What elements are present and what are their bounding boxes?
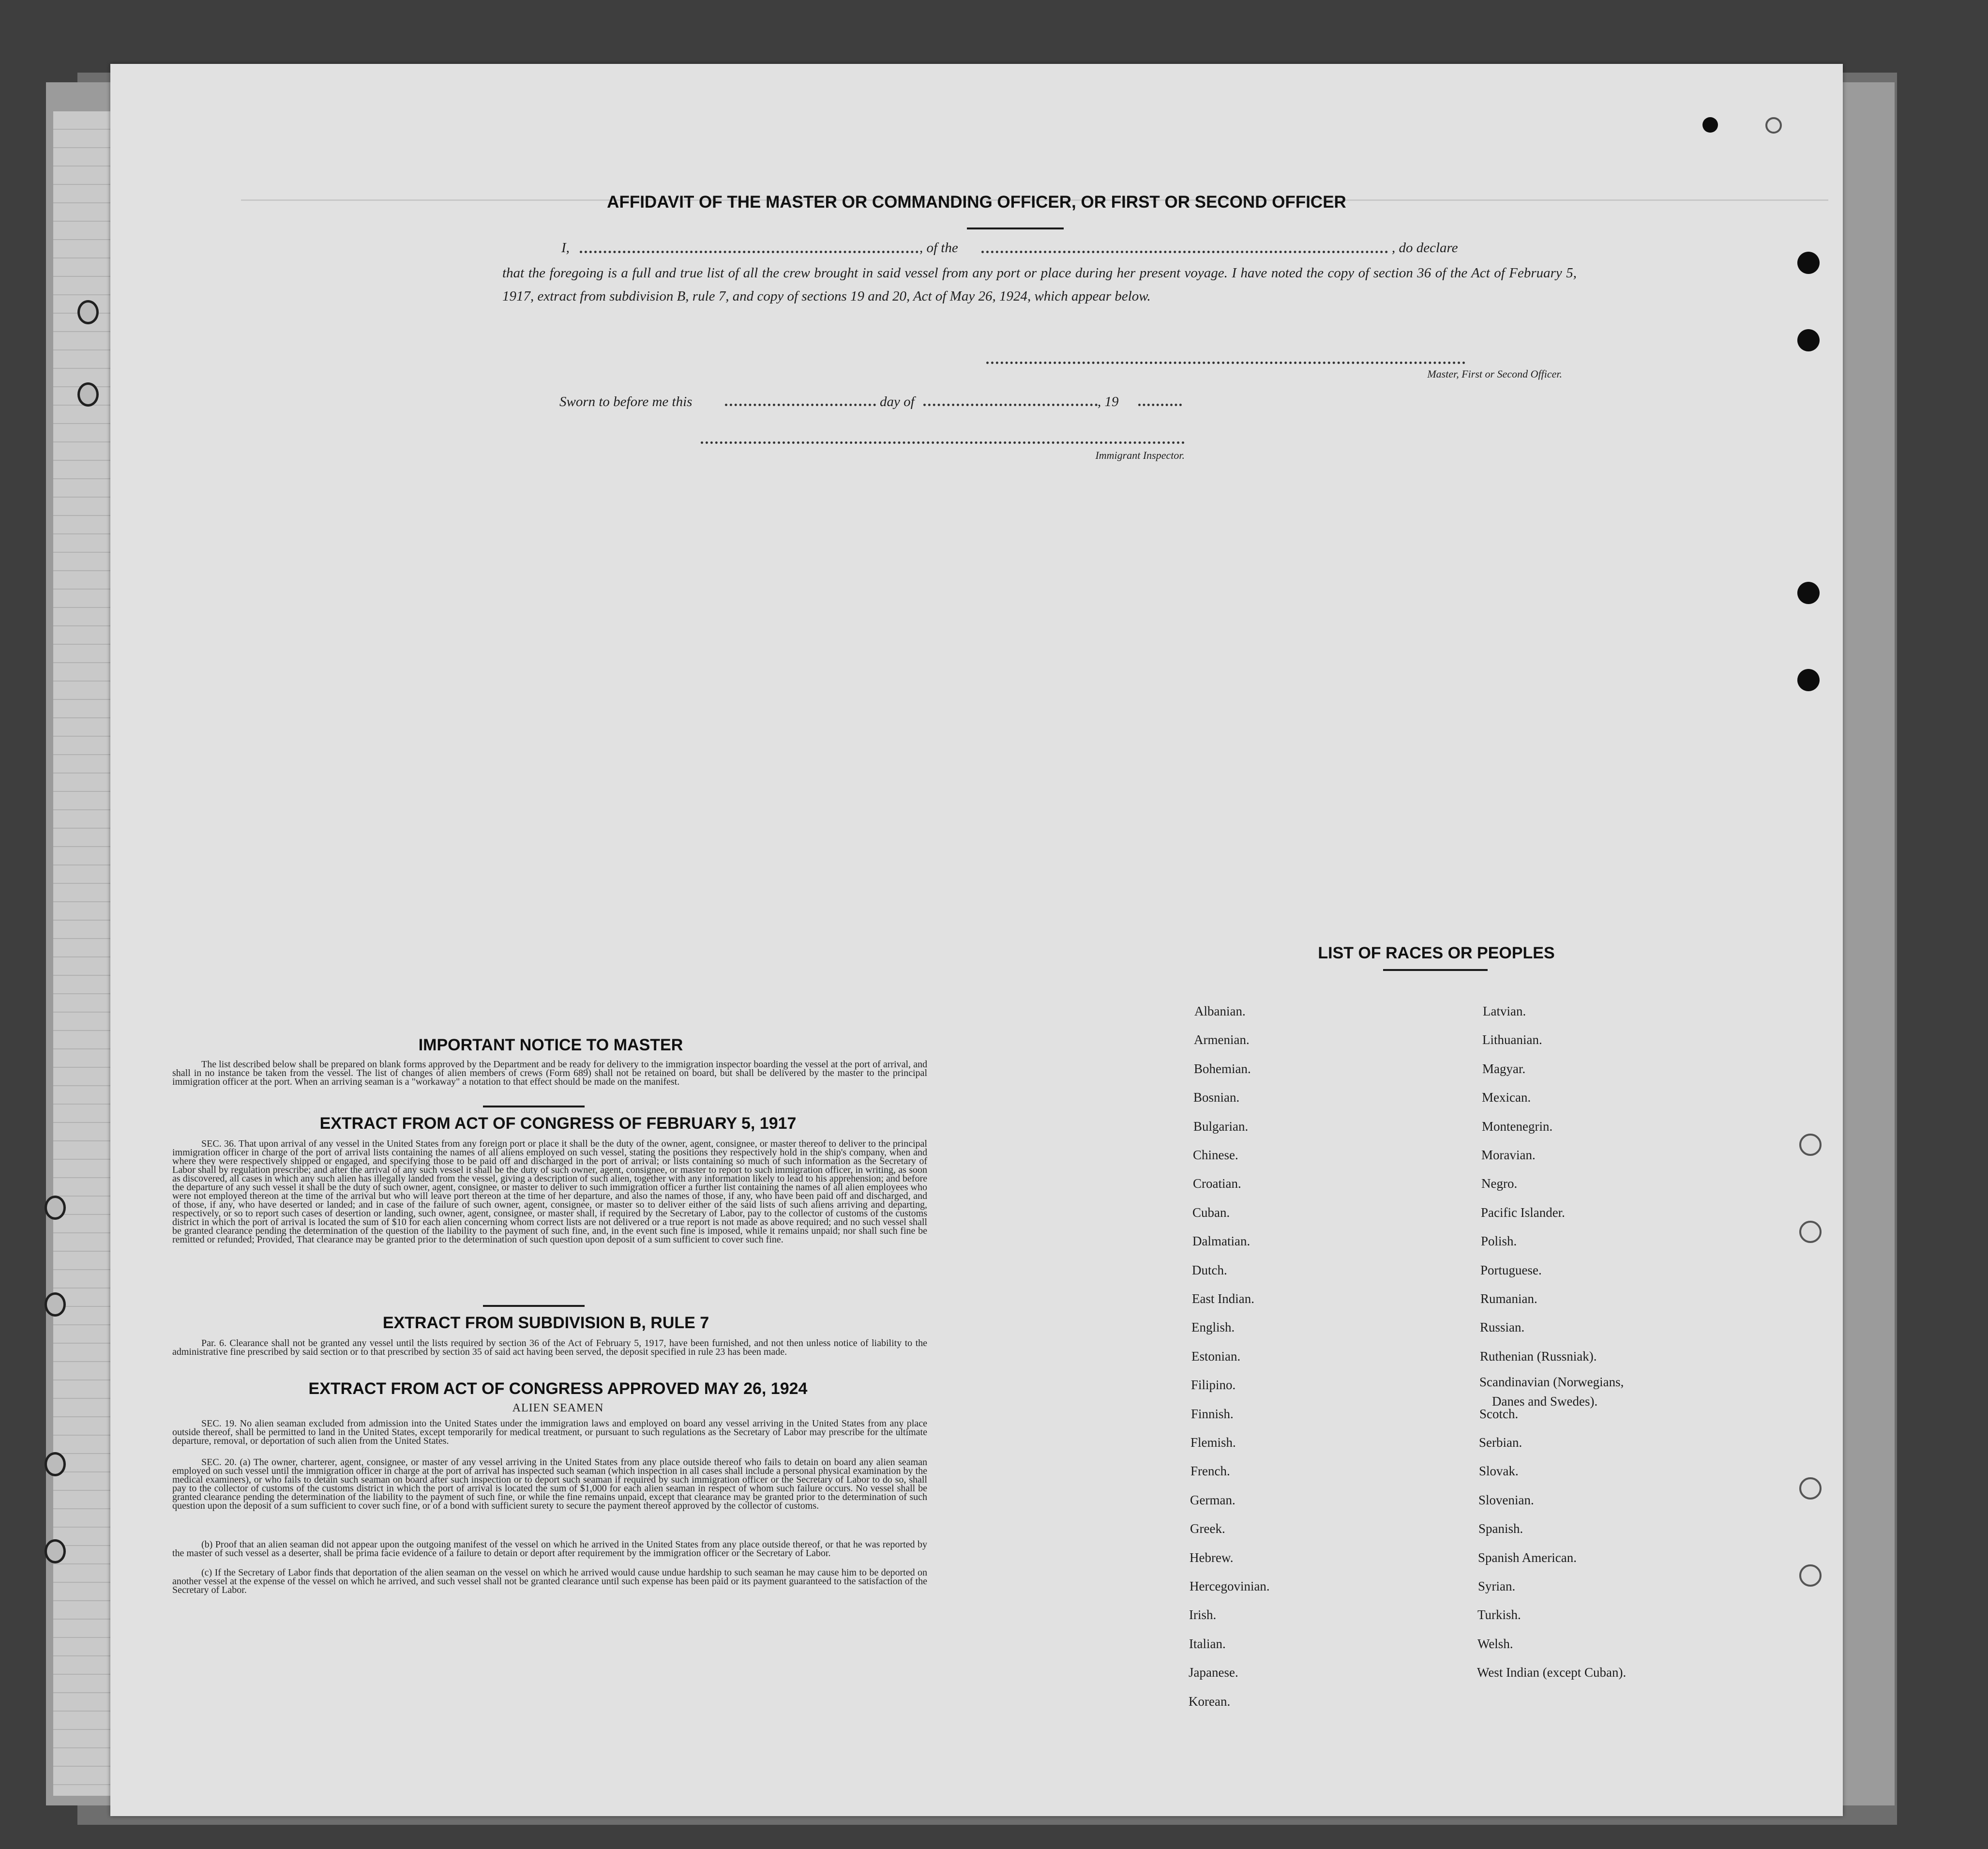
affidavit-i-label: I, <box>561 240 570 256</box>
races-title: LIST OF RACES OR PEOPLES <box>1318 944 1555 962</box>
race-item: Turkish. <box>1477 1607 1521 1622</box>
race-item: Serbian. <box>1479 1435 1522 1450</box>
race-item: Mexican. <box>1482 1090 1531 1105</box>
race-item: Italian. <box>1189 1637 1226 1651</box>
race-item: East Indian. <box>1192 1291 1254 1306</box>
race-item: Chinese. <box>1193 1148 1238 1162</box>
race-item: Filipino. <box>1191 1378 1236 1392</box>
race-item: Montenegrin. <box>1482 1119 1553 1134</box>
binder-ring-icon <box>45 1292 66 1317</box>
races-title-rule <box>1383 969 1488 971</box>
punch-hole-icon <box>1797 582 1820 604</box>
race-item: Albanian. <box>1194 1004 1246 1018</box>
race-item: Danes and Swedes). <box>1492 1394 1598 1409</box>
race-item: English. <box>1191 1320 1235 1334</box>
race-item: Irish. <box>1189 1607 1217 1622</box>
race-item: Finnish. <box>1191 1407 1234 1421</box>
race-item: French. <box>1190 1464 1230 1478</box>
race-item: Armenian. <box>1194 1032 1250 1047</box>
race-item: Cuban. <box>1192 1205 1230 1220</box>
sec-20b-text: (b) Proof that an alien seaman did not appear upon the outgoing manifest of the vessel on which he arrived in the United States from any place outside thereof, or that he was reported by the master of such vessel as a deserter, shall be prima facie evidence of a failure to detain or deport after requirement by the immigration officer or the Secretary of Labor. <box>172 1539 927 1559</box>
race-item: Flemish. <box>1190 1435 1236 1450</box>
notice-text: The list described below shall be prepared on blank forms approved by the Department and be ready for delivery to the immigration inspector boarding the vessel at the port of arrival, and shall in no instance be taken from the vessel. The list of changes of alien members of crews (Form 689) shall not be retained on board, but shall be delivered by the master to the principal immigration officer at the port. When an arriving seaman is a "workaway" a notation to that effect should be made on the manifest. <box>172 1059 927 1087</box>
race-item: Bohemian. <box>1194 1061 1251 1076</box>
vessel-blank[interactable] <box>981 251 1388 253</box>
race-item: Syrian. <box>1478 1579 1516 1593</box>
punch-hole-icon <box>1797 329 1820 351</box>
race-item: German. <box>1190 1493 1235 1507</box>
race-item: Bosnian. <box>1193 1090 1240 1105</box>
race-item: Scotch. <box>1479 1407 1519 1421</box>
inspector-signature-label: Immigrant Inspector. <box>1095 449 1185 461</box>
subdivision-title: EXTRACT FROM SUBDIVISION B, RULE 7 <box>382 1314 709 1332</box>
master-signature-blank[interactable] <box>986 362 1465 364</box>
sec-20a-text: SEC. 20. (a) The owner, charterer, agent, consignee, or master of any vessel arriving in the United States from any place outside thereof who fails to detain on board any alien seaman employed on such vessel until the immigration officer in charge at the port of arrival has inspected such seaman (which inspection in all cases shall include a personal physical examination by the medical examiners), or who fails to detain such seaman on board after such inspection or to deport such seaman if required by such immigration officer or the Secretary of Labor to do so, shall pay to the collector of customs of the customs district in which the port of arrival is located the sum of $1,000 for each alien seaman in respect of whom such failure occurs. No vessel shall be granted clearance pending the determination of the liability to the payment of such fine, or while the fine remains unpaid, except that clearance may be granted prior to the determination of such question upon the deposit of a sum sufficient to cover such fine, or of a bond with sufficient surety to secure the payment thereof approved by the collector of customs. <box>172 1457 927 1511</box>
race-item: Hebrew. <box>1190 1550 1234 1565</box>
race-item: Japanese. <box>1189 1665 1238 1680</box>
race-item: Spanish. <box>1478 1521 1523 1536</box>
sec-20c-text: (c) If the Secretary of Labor finds that deportation of the alien seaman on the vessel on which he arrived would cause undue hardship to such seaman he may cause him to be deported on another vessel at the expense of the vessel on which he arrived, and such vessel shall not be granted clearance until such expense has been paid or its payment guaranteed to the satisfaction of the Secretary of Labor. <box>172 1567 927 1595</box>
extract-1917-text: SEC. 36. That upon arrival of any vessel in the United States from any foreign port or place it shall be the duty of the owner, agent, consignee, or master thereof to deliver to the principal immigration officer in charge of the port of arrival lists containing the names of all aliens employed on such vessel, stating the positions they respectively hold in the ship's company, when and where they were respectively shipped or engaged, and specifying those to be paid off and discharged in the port of arrival; or lists containing so much of such information as the Secretary of Labor shall by regulation prescribe; and after the arrival of any such vessel it shall be the duty of such owner, agent, consignee, or master to report to such immigration officer, in writing, as soon as discovered, all cases in which any such alien has illegally landed from the vessel, giving a description of such alien, together with any information likely to lead to his apprehension; and before the departure of any such vessel it shall be the duty of such owner, agent, consignee, or master to deliver to such immigration officer a further list containing the names of all alien employees who were not employed thereon at the time of the arrival but who will leave port thereon at the time of her departure, and also the names of those, if any, who have been paid off and discharged, and of those, if any, who have deserted or landed; and in case of the failure of such owner, agent, consignee, or master so to deliver either of the said lists of such aliens arriving and departing, respectively, or so to report such cases of desertion or landing, such owner, agent, consignee, or master shall, if required by the Secretary of Labor, pay to the collector of customs of the customs district in which the port of arrival is located the sum of $10 for each alien concerning whom correct lists are not delivered or a true report is not made as above required; and no such vessel shall be granted clearance pending the determination of the question of the liability to the payment of such fine, and, in the event such fine is imposed, while it remains unpaid; nor shall such fine be remitted or refunded; Provided, That clearance may be granted prior to the determination of such question upon deposit of a sum sufficient to cover such fine. <box>172 1138 927 1245</box>
sworn-year-blank[interactable] <box>1138 404 1182 406</box>
race-item: Spanish American. <box>1478 1550 1577 1565</box>
race-item: Croatian. <box>1193 1176 1241 1191</box>
punch-hole-icon <box>1797 252 1820 274</box>
binder-ring-icon <box>45 1452 66 1476</box>
extract-1917-rule <box>483 1305 585 1307</box>
race-item: Polish. <box>1481 1234 1517 1248</box>
punch-hole-open-icon <box>1799 1477 1822 1500</box>
year-prefix-label: , 19 <box>1098 394 1119 409</box>
race-item: Bulgarian. <box>1193 1119 1249 1134</box>
notice-title: IMPORTANT NOTICE TO MASTER <box>418 1036 683 1054</box>
race-item: Slovenian. <box>1478 1493 1534 1507</box>
punch-hole-open-icon <box>1799 1134 1822 1156</box>
race-item: Korean. <box>1189 1694 1231 1709</box>
inspector-signature-blank[interactable] <box>701 441 1185 444</box>
race-item: Ruthenian (Russniak). <box>1480 1349 1597 1364</box>
sworn-day-blank[interactable] <box>725 404 876 406</box>
name-blank[interactable] <box>580 251 919 253</box>
race-item: Greek. <box>1190 1521 1225 1536</box>
race-item: West Indian (except Cuban). <box>1477 1665 1627 1680</box>
race-item: Magyar. <box>1482 1061 1526 1076</box>
sworn-before-label: Sworn to before me this <box>559 394 693 409</box>
master-signature-label: Master, First or Second Officer. <box>1427 368 1562 380</box>
race-item: Estonian. <box>1191 1349 1241 1364</box>
punch-hole-icon <box>1702 117 1718 133</box>
race-item: Lithuanian. <box>1482 1032 1542 1047</box>
binder-ring-icon <box>77 300 99 324</box>
affidavit-title: AFFIDAVIT OF THE MASTER OR COMMANDING OFFICER, OR FIRST OR SECOND OFFICER <box>607 193 1346 212</box>
race-item: Russian. <box>1480 1320 1525 1334</box>
extract-1917-title: EXTRACT FROM ACT OF CONGRESS OF FEBRUARY 5, 1917 <box>319 1114 797 1133</box>
race-item: Slovak. <box>1479 1464 1519 1478</box>
punch-hole-open-icon <box>1799 1221 1822 1243</box>
notice-rule <box>483 1106 585 1107</box>
race-item: Negro. <box>1481 1176 1518 1191</box>
race-item: Scandinavian (Norwegians, <box>1479 1375 1624 1389</box>
race-item: Dalmatian. <box>1192 1234 1250 1248</box>
binder-ring-icon <box>45 1539 66 1563</box>
race-item: Welsh. <box>1477 1637 1513 1651</box>
sec-19-text: SEC. 19. No alien seaman excluded from admission into the United States under the immigration laws and employed on board any vessel arriving in the United States from any place outside thereof, shall be permitted to land in the United States, except temporarily for medical treatment, or pursuant to such regulations as the Secretary of Labor may prescribe for the ultimate departure, removal, or deportation of such alien from the United States. <box>172 1418 927 1446</box>
title-rule <box>967 227 1064 229</box>
day-of-label: day of <box>880 394 915 409</box>
race-item: Hercegovinian. <box>1190 1579 1270 1593</box>
extract-1924-title: EXTRACT FROM ACT OF CONGRESS APPROVED MAY 26, 1924 <box>308 1379 808 1398</box>
punch-hole-icon <box>1797 669 1820 691</box>
race-item: Latvian. <box>1483 1004 1526 1018</box>
extract-1924-subtitle: ALIEN SEAMEN <box>512 1402 604 1414</box>
subdivision-text: Par. 6. Clearance shall not be granted any vessel until the lists required by section 36 of the Act of February 5, 1917, have been furnished, and not then unless notice of liability to the administrative fine prescribed by said section or to that prescribed by section 35 of said act having been served, the deposit specified in rule 23 has been made. <box>172 1338 927 1357</box>
affidavit-of-the-label: , of the <box>919 240 958 256</box>
sworn-month-blank[interactable] <box>923 404 1098 406</box>
race-item: Moravian. <box>1481 1148 1536 1162</box>
affidavit-declare-label: , do declare <box>1392 240 1458 256</box>
affidavit-paragraph: that the foregoing is a full and true list of all the crew brought in said vessel from any port or place during her present voyage. I have noted the copy of section 36 of the Act of February 5, 1917, extract from subdivision B, rule 7, and copy of sections 19 and 20, Act of May 26, 1924, which appear below. <box>502 265 1577 304</box>
race-item: Rumanian. <box>1480 1291 1537 1306</box>
binder-ring-icon <box>45 1196 66 1220</box>
document-page <box>110 64 1843 1816</box>
binder-ring-icon <box>77 382 99 407</box>
punch-hole-open-icon <box>1765 117 1782 134</box>
race-item: Dutch. <box>1192 1263 1227 1277</box>
race-item: Portuguese. <box>1480 1263 1542 1277</box>
punch-hole-open-icon <box>1799 1564 1822 1587</box>
race-item: Pacific Islander. <box>1481 1205 1565 1220</box>
